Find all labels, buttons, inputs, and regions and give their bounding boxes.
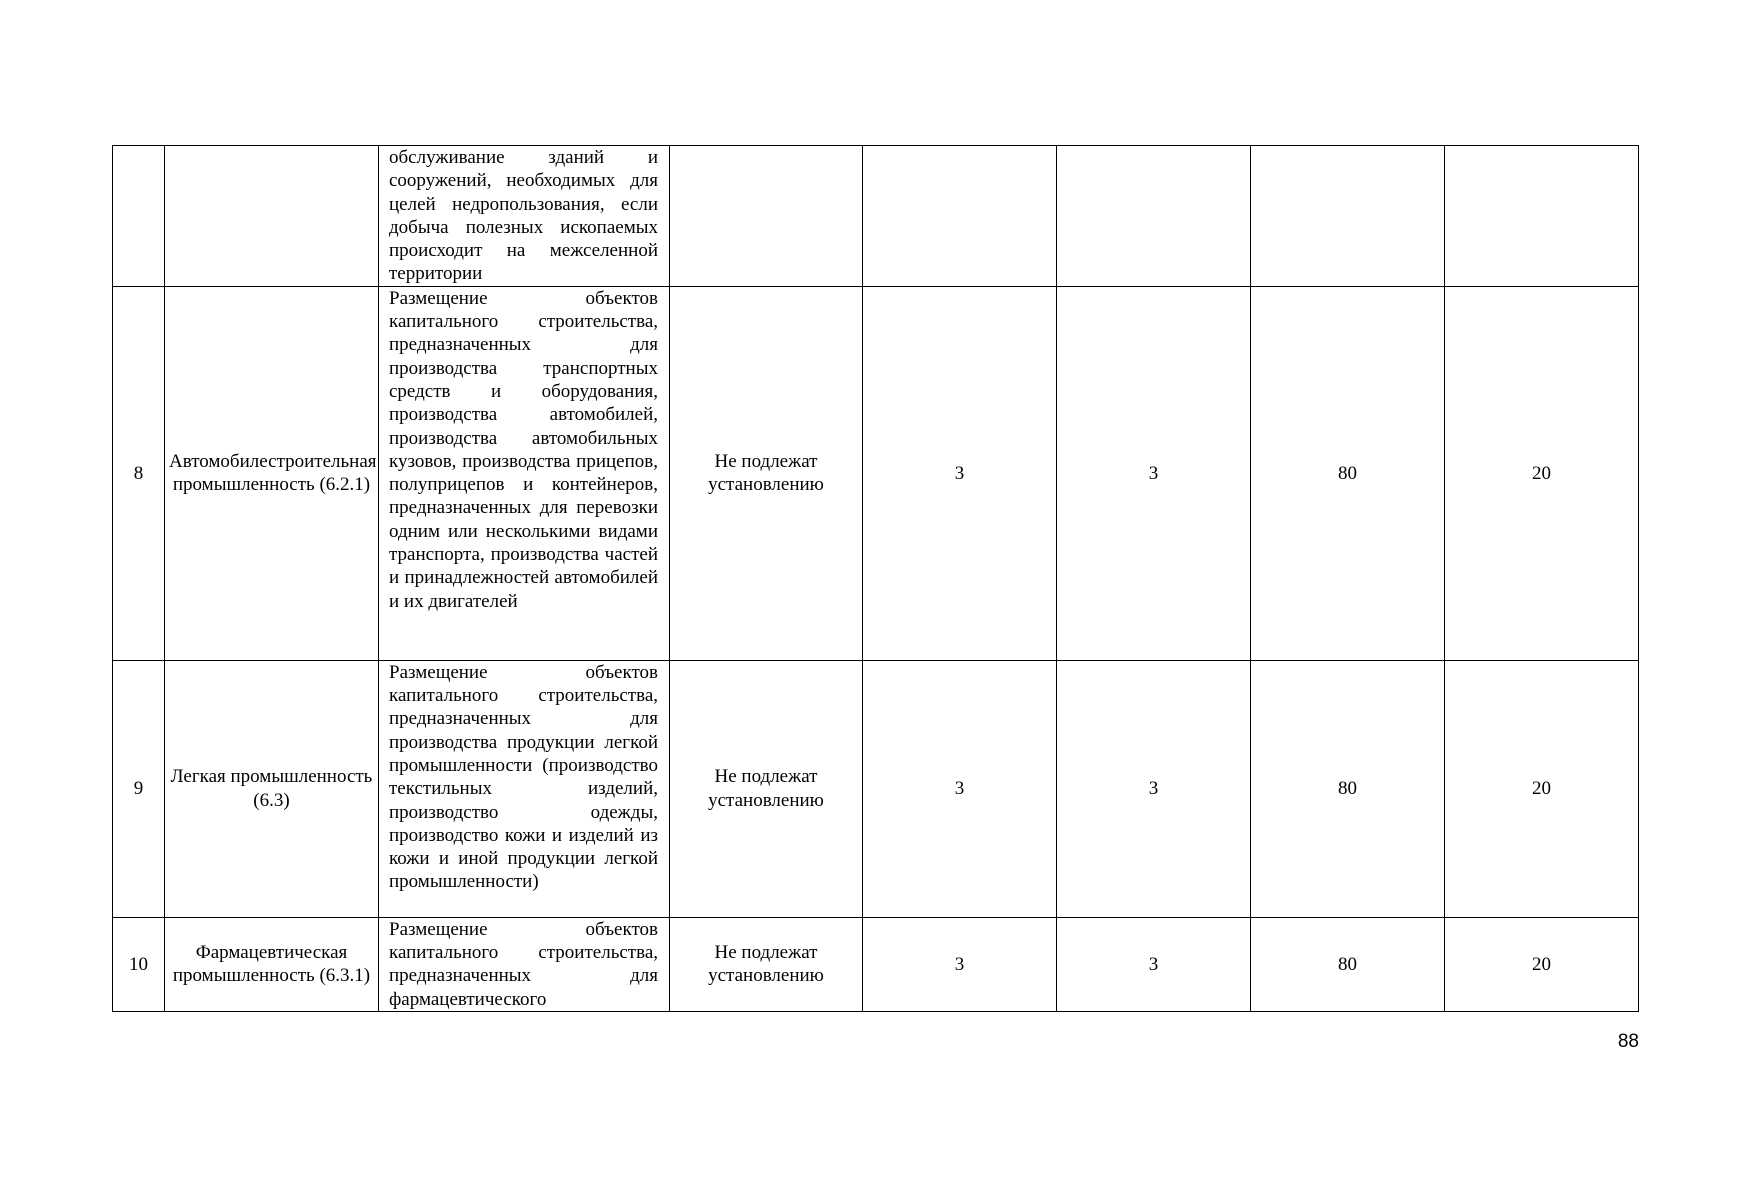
row-number — [113, 146, 165, 287]
land-use-description: Размещение объектов капитального строительства, предназначенных для производства продукции легкой промышленности (производство текстильных изделий, производство одежды, производство кожи и изделий из кожи и иной продукции легкой промышленности) — [379, 660, 670, 917]
param-cell-2: 3 — [1057, 917, 1251, 1011]
land-use-table — [112, 145, 1639, 1012]
param-cell-3 — [1251, 146, 1445, 287]
param-cell-2: 3 — [1057, 286, 1251, 660]
param-cell-1: 3 — [863, 917, 1057, 1011]
limit-value — [670, 146, 863, 287]
param-cell-4: 20 — [1445, 917, 1639, 1011]
table-row — [113, 917, 1639, 1011]
table-row — [113, 286, 1639, 660]
land-use-type: Автомобилестроительная промышленность (6.2.1) — [165, 286, 379, 660]
param-cell-1 — [863, 146, 1057, 287]
limit-value: Не подлежат установлению — [670, 286, 863, 660]
param-cell-2 — [1057, 146, 1251, 287]
param-cell-1: 3 — [863, 660, 1057, 917]
param-cell-3: 80 — [1251, 660, 1445, 917]
param-cell-2: 3 — [1057, 660, 1251, 917]
table-row — [113, 146, 1639, 287]
row-number: 10 — [113, 917, 165, 1011]
land-use-description: Размещение объектов капитального строительства, предназначенных для фармацевтического — [379, 917, 670, 1011]
row-number: 9 — [113, 660, 165, 917]
table-row — [113, 660, 1639, 917]
page-number: 88 — [1617, 1031, 1639, 1052]
param-cell-3: 80 — [1251, 917, 1445, 1011]
row-number: 8 — [113, 286, 165, 660]
land-use-description: обслуживание зданий и сооружений, необходимых для целей недропользования, если добыча полезных ископаемых происходит на межселенной территории — [379, 146, 670, 287]
limit-value: Не подлежат установлению — [670, 917, 863, 1011]
param-cell-4: 20 — [1445, 286, 1639, 660]
land-use-type: Легкая промышленность (6.3) — [165, 660, 379, 917]
land-use-type: Фармацевтическая промышленность (6.3.1) — [165, 917, 379, 1011]
param-cell-4 — [1445, 146, 1639, 287]
param-cell-1: 3 — [863, 286, 1057, 660]
param-cell-4: 20 — [1445, 660, 1639, 917]
limit-value: Не подлежат установлению — [670, 660, 863, 917]
param-cell-3: 80 — [1251, 286, 1445, 660]
land-use-description: Размещение объектов капитального строительства, предназначенных для производства транспортных средств и оборудования, производства автомобилей, производства автомобильных кузовов, производства прицепов, полуприцепов и контейнеров, предназначенных для перевозки одним или несколькими видами транспорта, производства частей и принадлежностей автомобилей и их двигателей — [379, 286, 670, 660]
land-use-type — [165, 146, 379, 287]
